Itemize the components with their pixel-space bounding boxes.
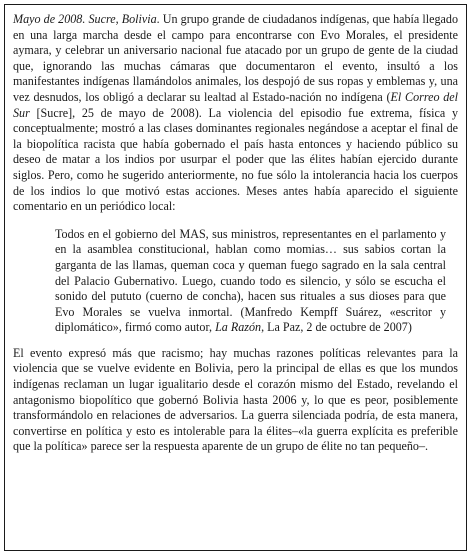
closing-paragraph xyxy=(13,346,458,455)
source-title-correo: El Correo del Sur xyxy=(13,89,459,120)
paragraph-text-b: [Sucre], 25 de mayo de 2008). La violencia del episodio fue extrema, física y conceptualmente; mostró a las clases dominantes regionales negándose a aceptar el final de la biopolítica racista que había gobernado el país hasta entonces y haciendo público su deseo de matar a los indios por usurpar el poder que las élites habían ejercido durante siglos. Pero, como he sugerido anteriormente, no fue sólo la intolerancia hacia los cuerpos de los indios lo que motivó estas acciones. Meses antes había aparecido el siguiente comentario en un periódico local: xyxy=(13,105,458,214)
opening-paragraph xyxy=(13,12,458,215)
dateline: Mayo de 2008. Sucre, Bolivia xyxy=(13,12,157,26)
quote-text: Todos en el gobierno del MAS, sus ministros, representantes en el parlamento y en la asamblea constitucional, hablan como momias… sus sabios cortan la garganta de las llamas, queman coca y queman fuego sagrado en la sala central del Palacio Gubernativo. Luego, cuando todo es silencio, y sólo se escucha el sonido del pututo (cuerno de concha), hacen sus rituales a sus dioses para que Evo Morales se vuelva inmortal. (Manfredo Kempff Suárez, «escritor y diplomático», firmó como autor, xyxy=(55,226,446,335)
document-frame xyxy=(4,4,467,551)
paragraph-text-a: . Un grupo grande de ciudadanos indígenas, que había llegado en una larga marcha desde el campo para encontrarse con Evo Morales, el presidente aymara, y celebrar un aniversario nacional fue atacado por un grupo de gente de la ciudad que, ignorando las muchas cámaras que documentaron el evento, insultó a los manifestantes indígenas llamándolos animales, los despojó de sus ropas y emblemas y, una vez desnudos, los obligó a declarar su lealtad al Estado-nación no indígena ( xyxy=(13,12,458,104)
closing-text: El evento expresó más que racismo; hay muchas razones políticas relevantes para la violencia que se vuelve evidente en Bolivia, pero la principal de ellas es que los mundos indígenas reclaman un lugar igualitario desde el corazón mismo del Estado, revelando el antagonismo biopolítico que gobernó Bolivia hasta 2006 y, lo que es peor, posiblemente transformándolo en relaciones de adversarios. La guerra silenciada podría, de esta manera, convertirse en política y esto es intolerable para la élites–«la guerra explícita es preferible que la política» parece ser la respuesta aparente de un grupo de élite no tan pequeño–. xyxy=(13,345,458,454)
quote-text-end: , La Paz, 2 de octubre de 2007) xyxy=(261,320,412,335)
block-quote xyxy=(55,227,446,336)
source-title-razon: La Razón xyxy=(215,320,262,335)
